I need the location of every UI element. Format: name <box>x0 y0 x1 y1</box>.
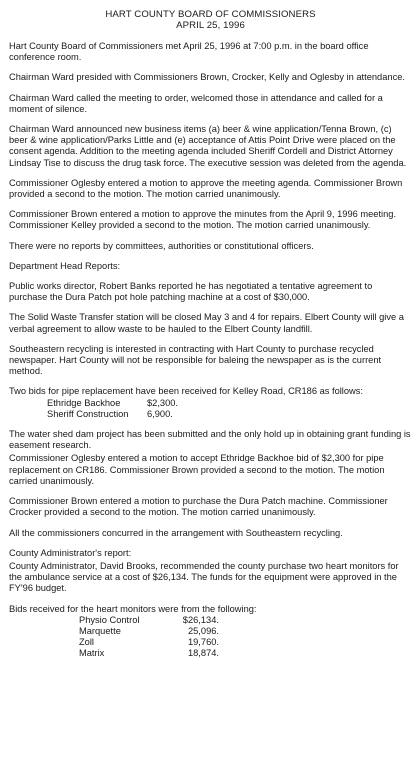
list-item <box>47 398 412 409</box>
section-heading-department-reports: Department Head Reports: <box>9 260 121 271</box>
bid-amount: 19,760. <box>187 637 219 648</box>
bid-amount: $2,300. <box>147 397 179 408</box>
document-date: APRIL 25, 1996 <box>176 20 245 31</box>
paragraph-dura-patch-motion: Commissioner Brown entered a motion to purchase the Dura Patch machine. Commissioner Crocker provided a second to the motion. The motion carried unanimously. <box>9 496 388 518</box>
list-item <box>79 648 412 659</box>
list-item <box>79 637 412 648</box>
list-item <box>47 409 412 420</box>
document-title: HART COUNTY BOARD OF COMMISSIONERS <box>105 9 316 20</box>
document-header <box>9 9 412 31</box>
paragraph-heart-monitors: County Administrator, David Brooks, recommended the county purchase two heart monitors for the ambulance service at a cost of $26,134. The funds for the equipment were approved in the FY'96 budget. <box>9 560 399 594</box>
paragraph-recycling-concurrence: All the commissioners concurred in the arrangement with Southeastern recycling. <box>9 527 343 538</box>
paragraph-recycling: Southeastern recycling is interested in contracting with Hart County to purchase recycled newspaper. Hart County will not be responsible for baleing the newspaper as is the current method. <box>9 343 382 377</box>
list-item <box>79 626 412 637</box>
paragraph-pipe-bids-intro: Two bids for pipe replacement have been received for Kelley Road, CR186 as follows: <box>9 386 363 397</box>
list-item <box>79 615 412 626</box>
bid-name: Sheriff Construction <box>47 408 129 419</box>
paragraph-no-reports: There were no reports by committees, authorities or constitutional officers. <box>9 240 314 251</box>
bid-amount: $26,134. <box>182 614 219 625</box>
bid-name: Marquette <box>79 625 121 636</box>
bid-name: Physio Control <box>79 614 140 625</box>
paragraph-minutes-motion: Commissioner Brown entered a motion to approve the minutes from the April 9, 1996 meeting. Commissioner Kelley provided a second to the motion. The motion carried unanimously. <box>9 209 397 231</box>
bid-name: Zoll <box>79 637 94 648</box>
bid-name: Ethridge Backhoe <box>47 397 121 408</box>
paragraph-attendance: Chairman Ward presided with Commissioners Brown, Crocker, Kelly and Oglesby in attendance. <box>9 72 405 83</box>
section-heading-administrator-report: County Administrator's report: <box>9 547 132 558</box>
bid-amount: 6,900. <box>147 408 173 419</box>
bid-amount: 18,874. <box>187 648 219 659</box>
paragraph-agenda-items: Chairman Ward announced new business items (a) beer & wine application/Tenna Brown, (c) beer & wine application/Parks Little and (e) acceptance of Attis Point Drive were placed on the consent agenda. Addition to the meeting agenda included Sheriff Cordell and District Attorney Lindsay Tise to discuss the drug task force. The executive session was deleted from the agenda. <box>9 124 407 168</box>
paragraph-backhoe-motion: Commissioner Oglesby entered a motion to accept Ethridge Backhoe bid of $2,300 for pipe replacement on CR186. Commissioner Brown provided a second to the motion. The motion carried unanimously. <box>9 453 385 486</box>
paragraph-monitor-bids-intro: Bids received for the heart monitors were from the following: <box>9 603 257 614</box>
monitor-bids-list <box>79 615 412 660</box>
paragraph-meeting-info: Hart County Board of Commissioners met April 25, 1996 at 7:00 p.m. in the board office conference room. <box>9 41 369 63</box>
paragraph-public-works: Public works director, Robert Banks reported he has negotiated a tentative agreement to purchase the Dura Patch pot hole patching machine at a cost of $30,000. <box>9 281 373 303</box>
bid-name: Matrix <box>79 648 105 659</box>
bid-amount: 25,096. <box>187 625 219 636</box>
paragraph-watershed: The water shed dam project has been submitted and the only hold up in obtaining grant funding is easement research. <box>9 429 411 451</box>
paragraph-solid-waste: The Solid Waste Transfer station will be closed May 3 and 4 for repairs. Elbert County will give a verbal agreement to allow waste to be hauled to the Elbert County landfill. <box>9 312 404 334</box>
paragraph-agenda-motion: Commissioner Oglesby entered a motion to approve the meeting agenda. Commissioner Brown provided a second to the motion. The motion carried unanimously. <box>9 177 403 200</box>
paragraph-call-to-order: Chairman Ward called the meeting to order, welcomed those in attendance and called for a moment of silence. <box>9 92 383 114</box>
pipe-bids-list <box>47 398 412 420</box>
